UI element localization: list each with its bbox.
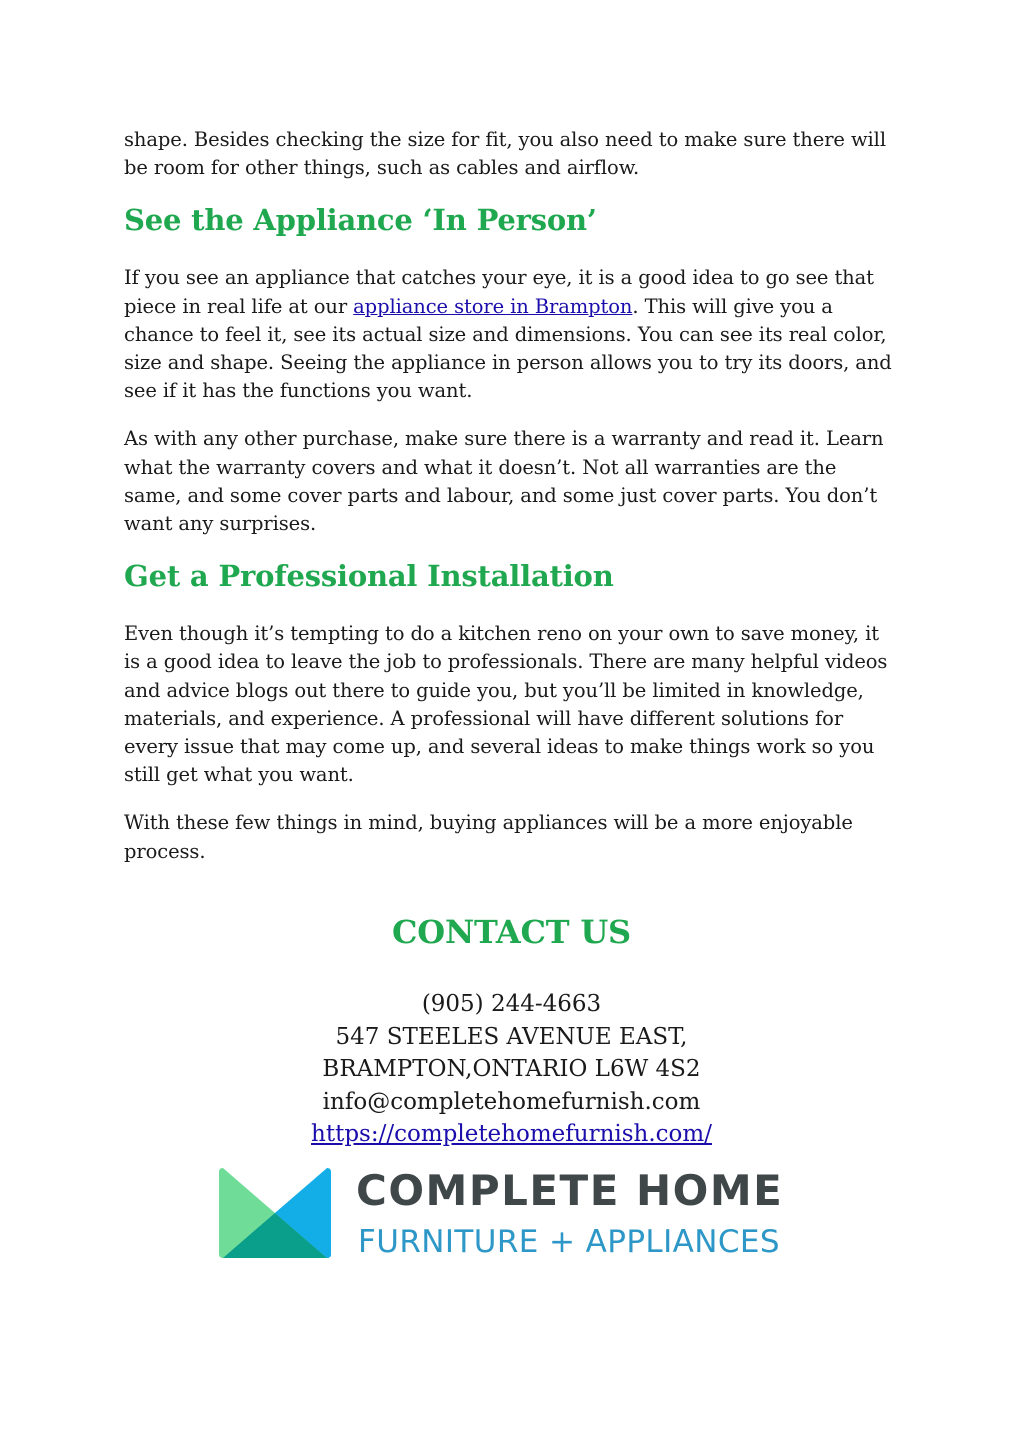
contact-email: info@completehomefurnish.com <box>322 1088 701 1115</box>
paragraph-warranty: As with any other purchase, make sure there is a warranty and read it. Learn what the warranty covers and what it doesn’t. Not all warranties are the same, and some cover parts and labour, and some just cover parts. You don’t want any surprises. <box>124 427 884 536</box>
company-logo <box>219 1168 839 1260</box>
contact-heading: CONTACT US <box>392 913 631 951</box>
contact-section <box>0 910 1023 1151</box>
heading-professional-installation: Get a Professional Installation <box>124 559 614 594</box>
paragraph-text: If you see an appliance that catches your eye, it is a good idea to go see that piece in real life at our <box>124 266 874 318</box>
paragraph-installation: Even though it’s tempting to do a kitchen reno on your own to save money, it is a good idea to leave the job to professionals. There are many helpful videos and advice blogs out there to guide you, but you’ll be limited in knowledge, materials, and experience. A professional will have different solutions for every issue that may come up, and several ideas to make things work so you still get what you want. <box>124 622 888 787</box>
paragraph-closing: With these few things in mind, buying appliances will be a more enjoyable process. <box>124 811 853 863</box>
logo-mark-icon <box>219 1168 331 1258</box>
heading-see-appliance: See the Appliance ‘In Person’ <box>124 203 597 238</box>
logo-wordmark-line-1: COMPLETE HOME <box>356 1166 784 1215</box>
document-body <box>124 126 899 886</box>
contact-address-line-1: 547 STEELES AVENUE EAST, <box>335 1023 688 1050</box>
paragraph-see-appliance <box>124 264 899 405</box>
intro-paragraph: shape. Besides checking the size for fit, you also need to make sure there will be room for other things, such as cables and airflow. <box>124 128 886 180</box>
contact-phone: (905) 244-4663 <box>421 991 602 1017</box>
contact-website-link[interactable]: https://completehomefurnish.com/ <box>311 1121 712 1147</box>
logo-wordmark-line-2: FURNITURE + APPLIANCES <box>358 1224 780 1260</box>
appliance-store-link[interactable]: appliance store in Brampton <box>353 294 633 318</box>
contact-address-line-2: BRAMPTON,ONTARIO L6W 4S2 <box>322 1056 701 1082</box>
paragraph-text: . This will give you a chance to feel it, see its actual size and dimensions. You can see its real color, size and shape. Seeing the appliance in person allows you to try its doors, and see if it has the functions you want. <box>124 294 892 403</box>
